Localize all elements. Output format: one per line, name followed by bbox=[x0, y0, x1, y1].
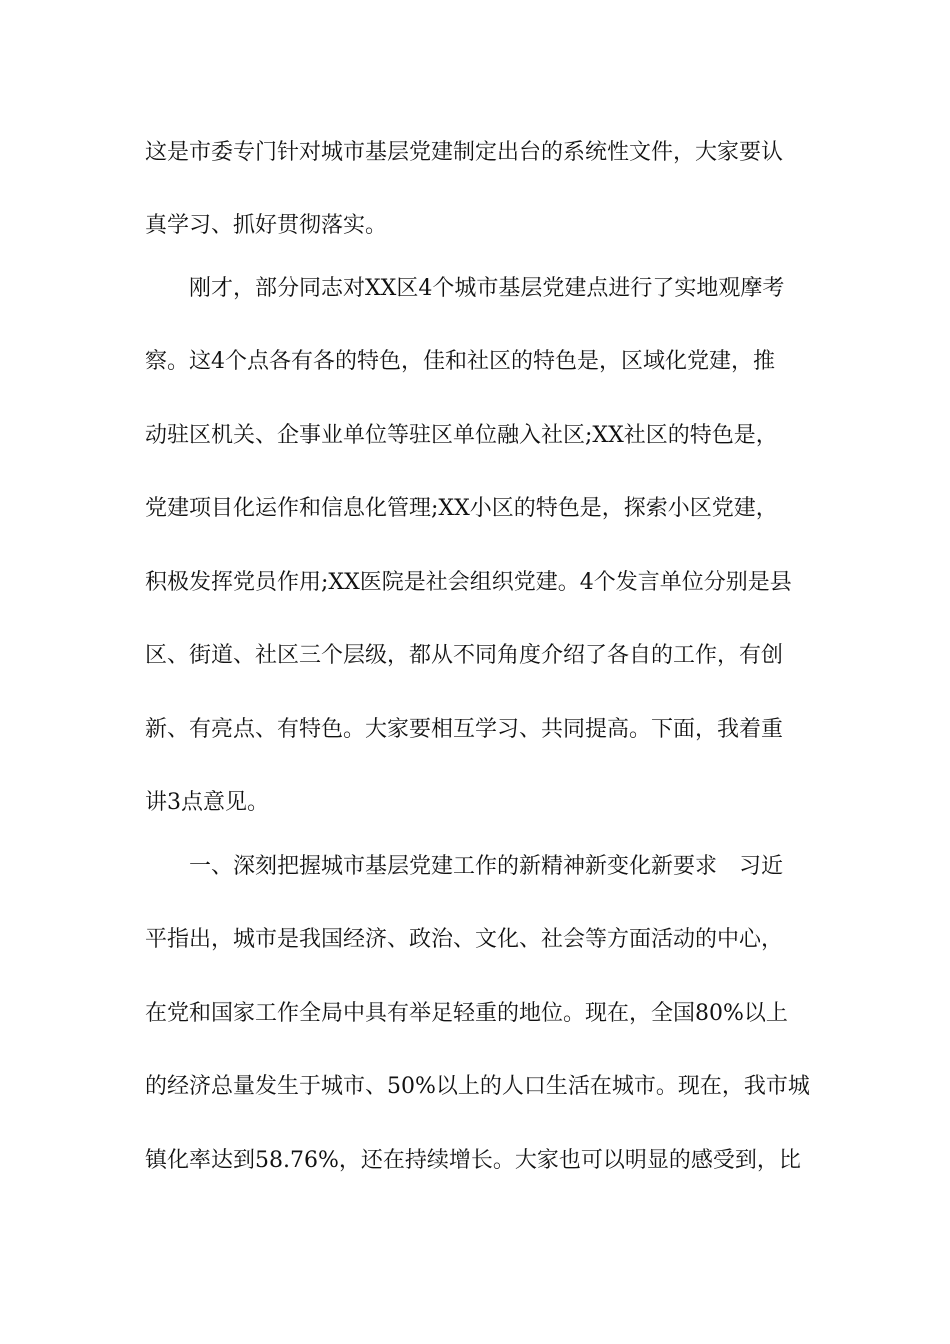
text-line: 镇化率达到58.76%，还在持续增长。大家也可以明显的感受到，比 bbox=[145, 1148, 801, 1173]
text-line: 的经济总量发生于城市、50%以上的人口生活在城市。现在，我市城 bbox=[145, 1074, 810, 1099]
text-line: 一、深刻把握城市基层党建工作的新精神新变化新要求 习近 bbox=[145, 854, 784, 879]
text-line: 新、有亮点、有特色。大家要相互学习、共同提高。下面，我着重 bbox=[145, 717, 784, 742]
text-line: 真学习、抓好贯彻落实。 bbox=[145, 213, 388, 238]
text-line: 察。这4个点各有各的特色，佳和社区的特色是，区域化党建，推 bbox=[145, 349, 775, 374]
text-line: 积极发挥党员作用;XX医院是社会组织党建。4个发言单位分别是县 bbox=[145, 570, 792, 595]
text-line: 这是市委专门针对城市基层党建制定出台的系统性文件，大家要认 bbox=[145, 140, 784, 165]
text-line: 区、街道、社区三个层级，都从不同角度介绍了各自的工作，有创 bbox=[145, 643, 784, 668]
text-line: 动驻区机关、企事业单位等驻区单位融入社区;XX社区的特色是， bbox=[145, 423, 778, 448]
text-line: 在党和国家工作全局中具有举足轻重的地位。现在，全国80%以上 bbox=[145, 1001, 788, 1026]
text-line: 平指出，城市是我国经济、政治、文化、社会等方面活动的中心， bbox=[145, 927, 784, 952]
text-line: 刚才，部分同志对XX区4个城市基层党建点进行了实地观摩考 bbox=[145, 276, 785, 301]
text-line: 党建项目化运作和信息化管理;XX小区的特色是，探索小区党建， bbox=[145, 496, 778, 521]
text-line: 讲3点意见。 bbox=[145, 790, 269, 815]
